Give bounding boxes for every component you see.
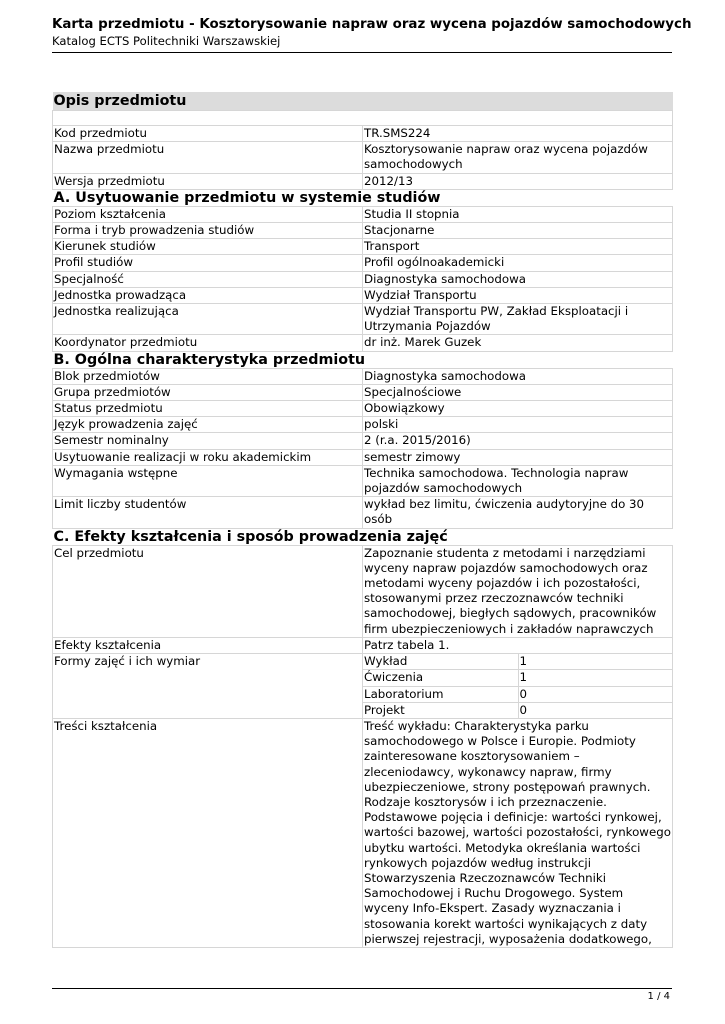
- table-title: Opis przedmiotu: [53, 92, 673, 111]
- class-forms-cell: [363, 654, 673, 719]
- row-label: Nazwa przedmiotu: [53, 142, 363, 173]
- header-divider: [52, 52, 672, 53]
- table-row: [53, 206, 673, 222]
- table-row: [53, 287, 673, 303]
- row-value: Kosztorysowanie napraw oraz wycena pojazdów samochodowych: [363, 142, 673, 173]
- row-label: Jednostka prowadząca: [53, 287, 363, 303]
- table-row: [53, 545, 673, 637]
- class-form-name: Ćwiczenia: [363, 670, 518, 686]
- section-title: B. Ogólna charakterystyka przedmiotu: [53, 351, 366, 368]
- section-b-header: [53, 351, 673, 368]
- table-title-row: [53, 92, 673, 111]
- row-value: polski: [363, 417, 673, 433]
- row-label: Kierunek studiów: [53, 239, 363, 255]
- row-value: Diagnostyka samochodowa: [363, 368, 673, 384]
- table-row: [53, 368, 673, 384]
- table-row: [53, 271, 673, 287]
- row-value: Studia II stopnia: [363, 206, 673, 222]
- class-form-hours: 1: [518, 654, 672, 670]
- row-label: Efekty kształcenia: [53, 637, 363, 653]
- row-value: Specjalnościowe: [363, 384, 673, 400]
- row-label: Treści kształcenia: [53, 718, 363, 947]
- row-value: TR.SMS224: [363, 126, 673, 142]
- document-title: Karta przedmiotu - Kosztorysowanie napraw oraz wycena pojazdów samochodowych: [52, 17, 692, 32]
- row-label: Język prowadzenia zajęć: [53, 417, 363, 433]
- table-row: [53, 637, 673, 653]
- row-label: Profil studiów: [53, 255, 363, 271]
- row-value: dr inż. Marek Guzek: [363, 335, 673, 351]
- table-row: [53, 223, 673, 239]
- row-label: Semestr nominalny: [53, 433, 363, 449]
- spacer-row: [53, 111, 673, 126]
- row-value: Zapoznanie studenta z metodami i narzędziami wyceny napraw pojazdów samochodowych oraz metodami wyceny pojazdów i ich pozostałości, stosowanymi przez rzeczoznawców techniki samochodowej, biegłych sądowych, pracowników firm ubezpieczeniowych i zakładów naprawczych: [363, 545, 673, 637]
- table-row: [53, 718, 673, 947]
- row-label: Koordynator przedmiotu: [53, 335, 363, 351]
- row-label: Wymagania wstępne: [53, 465, 363, 496]
- table-row: [53, 417, 673, 433]
- row-label: Formy zajęć i ich wymiar: [53, 654, 363, 719]
- page-number: 1 / 4: [647, 991, 670, 1002]
- row-label: Usytuowanie realizacji w roku akademickim: [53, 449, 363, 465]
- table-row: [53, 239, 673, 255]
- table-row: [53, 497, 673, 528]
- row-value: semestr zimowy: [363, 449, 673, 465]
- class-form-row: [363, 670, 672, 686]
- table-row: [53, 654, 673, 719]
- row-value: wykład bez limitu, ćwiczenia audytoryjne do 30 osób: [363, 497, 673, 528]
- class-form-hours: 0: [519, 702, 528, 717]
- row-value: Stacjonarne: [363, 223, 673, 239]
- table-row: [53, 384, 673, 400]
- row-label: Specjalność: [53, 271, 363, 287]
- row-value: Patrz tabela 1.: [363, 637, 673, 653]
- section-a-header: [53, 189, 673, 206]
- course-table: [52, 92, 673, 948]
- row-value: Treść wykładu: Charakterystyka parku samochodowego w Polsce i Europie. Podmioty zainteresowane kosztorysowaniem – zleceniodawcy, wykonawcy napraw, firmy ubezpieczeniowe, strony postępowań prawnych. Rodzaje kosztorysów i ich przeznaczenie. Podstawowe pojęcia i definicje: wartości rynkowej, wartości bazowej, wartości pozostałości, rynkowego ubytku wartości. Metodyka określania wartości rynkowych pojazdów według instrukcji Stowarzyszenia Rzeczoznawców Techniki Samochodowej i Ruchu Drogowego. System wyceny Info-Ekspert. Zasady wyznaczania i stosowania korekt wartości wynikających z daty pierwszej rejestracji, wyposażenia dodatkowego,: [364, 718, 671, 946]
- class-form-name: Laboratorium: [363, 686, 518, 702]
- row-value: Technika samochodowa. Technologia napraw pojazdów samochodowych: [363, 465, 673, 496]
- class-form-row: [363, 702, 672, 718]
- class-forms-table: [363, 654, 672, 718]
- row-value: 2 (r.a. 2015/2016): [363, 433, 673, 449]
- page-header: [52, 16, 692, 49]
- row-label: Forma i tryb prowadzenia studiów: [53, 223, 363, 239]
- table-row: [53, 335, 673, 351]
- class-form-hours: 0: [518, 686, 672, 702]
- table-row: [53, 401, 673, 417]
- row-value: Profil ogólnoakademicki: [363, 255, 673, 271]
- row-value: Transport: [363, 239, 673, 255]
- table-row: [53, 304, 673, 335]
- row-value: 2012/13: [363, 173, 673, 189]
- table-row: [53, 433, 673, 449]
- table-row: [53, 126, 673, 142]
- section-title: C. Efekty kształcenia i sposób prowadzenia zajęć: [53, 528, 448, 545]
- row-label: Kod przedmiotu: [53, 126, 363, 142]
- class-form-name: Wykład: [363, 654, 518, 670]
- row-value: Wydział Transportu PW, Zakład Eksploatacji i Utrzymania Pojazdów: [363, 304, 673, 335]
- table-row: [53, 449, 673, 465]
- row-value: Diagnostyka samochodowa: [363, 271, 673, 287]
- table-row: [53, 255, 673, 271]
- section-title: A. Usytuowanie przedmiotu w systemie studiów: [53, 189, 441, 206]
- table-row: [53, 142, 673, 173]
- row-label: Cel przedmiotu: [53, 545, 363, 637]
- row-label: Limit liczby studentów: [53, 497, 363, 528]
- class-form-row: [363, 686, 672, 702]
- row-label: Grupa przedmiotów: [53, 384, 363, 400]
- footer-divider: [52, 988, 672, 989]
- class-form-hours: 1: [518, 670, 672, 686]
- table-row: [53, 173, 673, 189]
- row-label: Blok przedmiotów: [53, 368, 363, 384]
- document-subtitle: Katalog ECTS Politechniki Warszawskiej: [52, 34, 281, 48]
- section-c-header: [53, 528, 673, 545]
- row-label: Jednostka realizująca: [53, 304, 363, 335]
- row-label: Poziom kształcenia: [53, 206, 363, 222]
- row-label: Wersja przedmiotu: [53, 173, 363, 189]
- row-value: Wydział Transportu: [363, 287, 673, 303]
- row-label: Status przedmiotu: [53, 401, 363, 417]
- course-description: [52, 92, 673, 946]
- class-form-name: Projekt: [363, 702, 518, 718]
- table-row: [53, 465, 673, 496]
- class-form-row: [363, 654, 672, 670]
- row-value: Obowiązkowy: [363, 401, 673, 417]
